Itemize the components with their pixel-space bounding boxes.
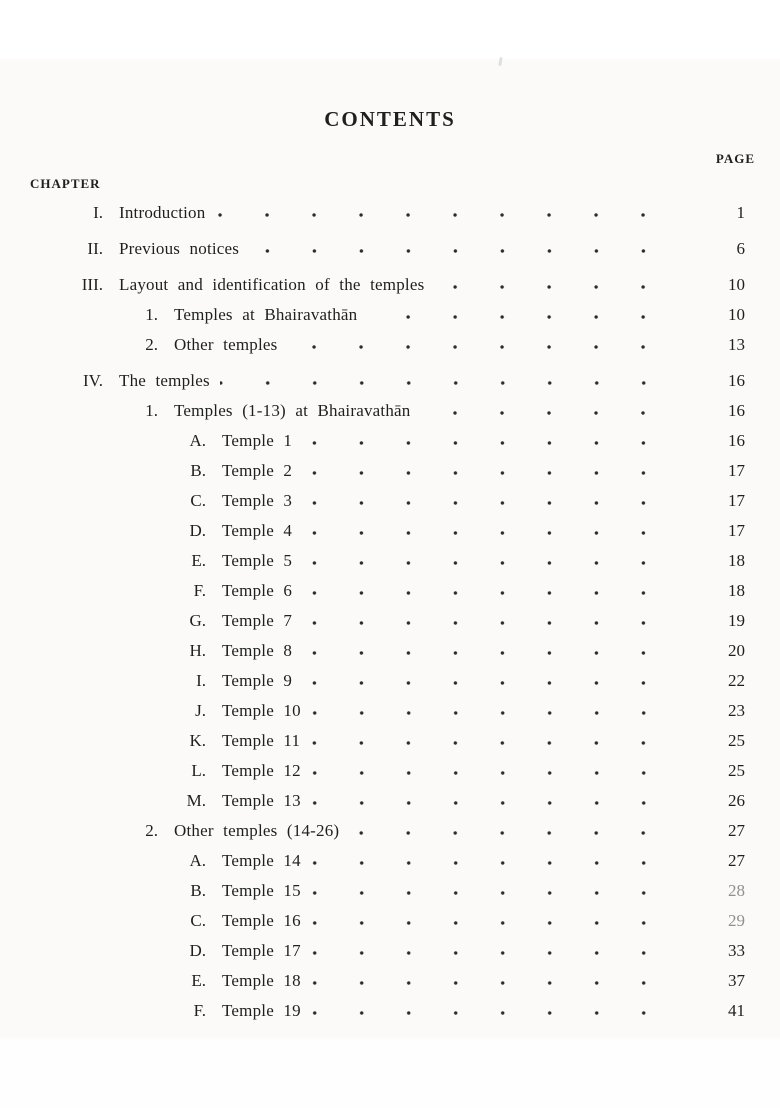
dot-leader xyxy=(420,396,673,426)
toc-entry-page: 16 xyxy=(728,401,745,420)
toc-entry-number: A. xyxy=(189,431,206,450)
toc-entry-label: Temples at Bhairavathān xyxy=(174,305,358,324)
toc-entry-label: Previous notices xyxy=(119,239,240,258)
toc-entry-page: 33 xyxy=(728,941,745,960)
toc-entry-number: K. xyxy=(189,731,206,750)
toc-entry-page: 27 xyxy=(728,851,745,870)
toc-entry-number: A. xyxy=(189,851,206,870)
toc-row xyxy=(0,726,780,756)
dot-leader xyxy=(302,606,673,636)
toc-list xyxy=(0,198,780,1026)
toc-entry-number: 2. xyxy=(145,821,158,840)
toc-row xyxy=(0,396,780,426)
toc-entry-number: E. xyxy=(191,551,206,570)
toc-entry-label: Temple 7 xyxy=(222,611,293,630)
dot-leader xyxy=(311,696,673,726)
toc-entry-page: 16 xyxy=(728,371,745,390)
toc-row xyxy=(0,666,780,696)
toc-row xyxy=(0,330,780,360)
dot-leader xyxy=(311,966,673,996)
toc-entry-label: Temple 6 xyxy=(222,581,293,600)
toc-entry-label: Temple 4 xyxy=(222,521,293,540)
toc-row xyxy=(0,426,780,456)
dot-leader xyxy=(302,516,673,546)
toc-entry-number: 1. xyxy=(145,305,158,324)
page-title: CONTENTS xyxy=(324,107,456,131)
toc-row xyxy=(0,234,780,264)
toc-entry-number: B. xyxy=(190,881,206,900)
dot-leader xyxy=(287,330,673,360)
toc-row xyxy=(0,366,780,396)
toc-entry-number: I. xyxy=(196,671,206,690)
toc-entry-label: Temples (1-13) at Bhairavathān xyxy=(174,401,411,420)
toc-entry-label: Temple 3 xyxy=(222,491,293,510)
dot-leader xyxy=(311,906,673,936)
toc-row xyxy=(0,936,780,966)
toc-entry-number: IV. xyxy=(83,371,103,390)
toc-entry-label: Other temples (14-26) xyxy=(174,821,340,840)
toc-entry-label: Layout and identification of the temples xyxy=(119,275,425,294)
toc-entry-page: 16 xyxy=(728,431,745,450)
toc-entry-label: Temple 18 xyxy=(222,971,301,990)
dot-leader xyxy=(302,546,673,576)
toc-entry-number: H. xyxy=(189,641,206,660)
toc-row xyxy=(0,606,780,636)
toc-row xyxy=(0,966,780,996)
toc-entry-label: The temples xyxy=(119,371,210,390)
page-column-header: PAGE xyxy=(715,151,755,166)
toc-entry-number: F. xyxy=(193,1001,206,1020)
toc-row xyxy=(0,816,780,846)
chapter-column-header: CHAPTER xyxy=(30,176,101,191)
toc-entry-page: 13 xyxy=(728,335,745,354)
toc-row xyxy=(0,636,780,666)
toc-entry-label: Temple 16 xyxy=(222,911,301,930)
toc-entry-label: Temple 11 xyxy=(222,731,301,750)
toc-entry-number: C. xyxy=(190,491,206,510)
toc-entry-number: D. xyxy=(189,521,206,540)
toc-entry-number: D. xyxy=(189,941,206,960)
toc-row xyxy=(0,786,780,816)
toc-entry-page: 17 xyxy=(728,521,745,540)
toc-entry-page: 18 xyxy=(728,551,745,570)
toc-entry-page: 19 xyxy=(728,611,745,630)
toc-entry-label: Introduction xyxy=(119,203,206,222)
toc-entry-page: 25 xyxy=(728,761,745,780)
dot-leader xyxy=(311,756,673,786)
toc-entry-page: 23 xyxy=(728,701,745,720)
toc-entry-page: 10 xyxy=(728,275,745,294)
dot-leader xyxy=(302,666,673,696)
toc-entry-page: 27 xyxy=(728,821,745,840)
dot-leader xyxy=(311,846,673,876)
dot-leader xyxy=(220,366,673,396)
toc-entry-number: II. xyxy=(87,239,103,258)
toc-entry-label: Temple 10 xyxy=(222,701,301,720)
toc-row xyxy=(0,876,780,906)
toc-entry-page: 6 xyxy=(736,239,745,258)
dot-leader xyxy=(349,816,673,846)
toc-entry-number: L. xyxy=(191,761,206,780)
toc-row xyxy=(0,906,780,936)
toc-entry-number: E. xyxy=(191,971,206,990)
toc-entry-label: Temple 9 xyxy=(222,671,293,690)
dot-leader xyxy=(311,786,673,816)
toc-row xyxy=(0,846,780,876)
toc-row xyxy=(0,516,780,546)
toc-entry-page: 22 xyxy=(728,671,745,690)
toc-entry-number: 2. xyxy=(145,335,158,354)
toc-entry-page: 41 xyxy=(728,1001,745,1020)
toc-row xyxy=(0,576,780,606)
toc-entry-page: 28 xyxy=(728,881,745,900)
toc-row xyxy=(0,486,780,516)
toc-row xyxy=(0,756,780,786)
toc-entry-label: Temple 13 xyxy=(222,791,301,810)
toc-entry-number: 1. xyxy=(145,401,158,420)
toc-entry-label: Temple 5 xyxy=(222,551,293,570)
toc-entry-number: C. xyxy=(190,911,206,930)
toc-row xyxy=(0,456,780,486)
dot-leader xyxy=(215,198,673,228)
toc-entry-page: 18 xyxy=(728,581,745,600)
toc-entry-page: 25 xyxy=(728,731,745,750)
toc-entry-number: M. xyxy=(186,791,206,810)
dot-leader xyxy=(302,456,673,486)
toc-row xyxy=(0,198,780,228)
toc-row xyxy=(0,996,780,1026)
toc-entry-label: Temple 15 xyxy=(222,881,301,900)
toc-entry-number: J. xyxy=(195,701,206,720)
toc-entry-number: G. xyxy=(189,611,206,630)
dot-leader xyxy=(434,270,673,300)
toc-entry-number: III. xyxy=(81,275,103,294)
toc-entry-page: 17 xyxy=(728,461,745,480)
toc-entry-number: B. xyxy=(190,461,206,480)
toc-entry-label: Temple 14 xyxy=(222,851,301,870)
dot-leader xyxy=(311,876,673,906)
toc-entry-number: I. xyxy=(93,203,103,222)
dot-leader xyxy=(310,726,673,756)
toc-entry-label: Other temples xyxy=(174,335,278,354)
toc-entry-page: 1 xyxy=(736,203,745,222)
toc-row xyxy=(0,696,780,726)
dot-leader xyxy=(302,426,673,456)
toc-row xyxy=(0,300,780,330)
dot-leader xyxy=(302,486,673,516)
toc-entry-page: 29 xyxy=(728,911,745,930)
toc-entry-page: 17 xyxy=(728,491,745,510)
dot-leader xyxy=(302,636,673,666)
dot-leader xyxy=(311,996,673,1026)
toc-entry-page: 37 xyxy=(728,971,745,990)
toc-entry-label: Temple 8 xyxy=(222,641,293,660)
dot-leader xyxy=(311,936,673,966)
toc-entry-label: Temple 17 xyxy=(222,941,301,960)
toc-entry-label: Temple 1 xyxy=(222,431,293,450)
toc-entry-page: 20 xyxy=(728,641,745,660)
dot-leader xyxy=(302,576,673,606)
dot-leader xyxy=(367,300,673,330)
toc-entry-number: F. xyxy=(193,581,206,600)
toc-entry-label: Temple 12 xyxy=(222,761,301,780)
toc-entry-label: Temple 19 xyxy=(222,1001,301,1020)
dot-leader xyxy=(249,234,673,264)
toc-row xyxy=(0,270,780,300)
toc-entry-label: Temple 2 xyxy=(222,461,293,480)
toc-entry-page: 10 xyxy=(728,305,745,324)
toc-row xyxy=(0,546,780,576)
toc-entry-page: 26 xyxy=(728,791,745,810)
